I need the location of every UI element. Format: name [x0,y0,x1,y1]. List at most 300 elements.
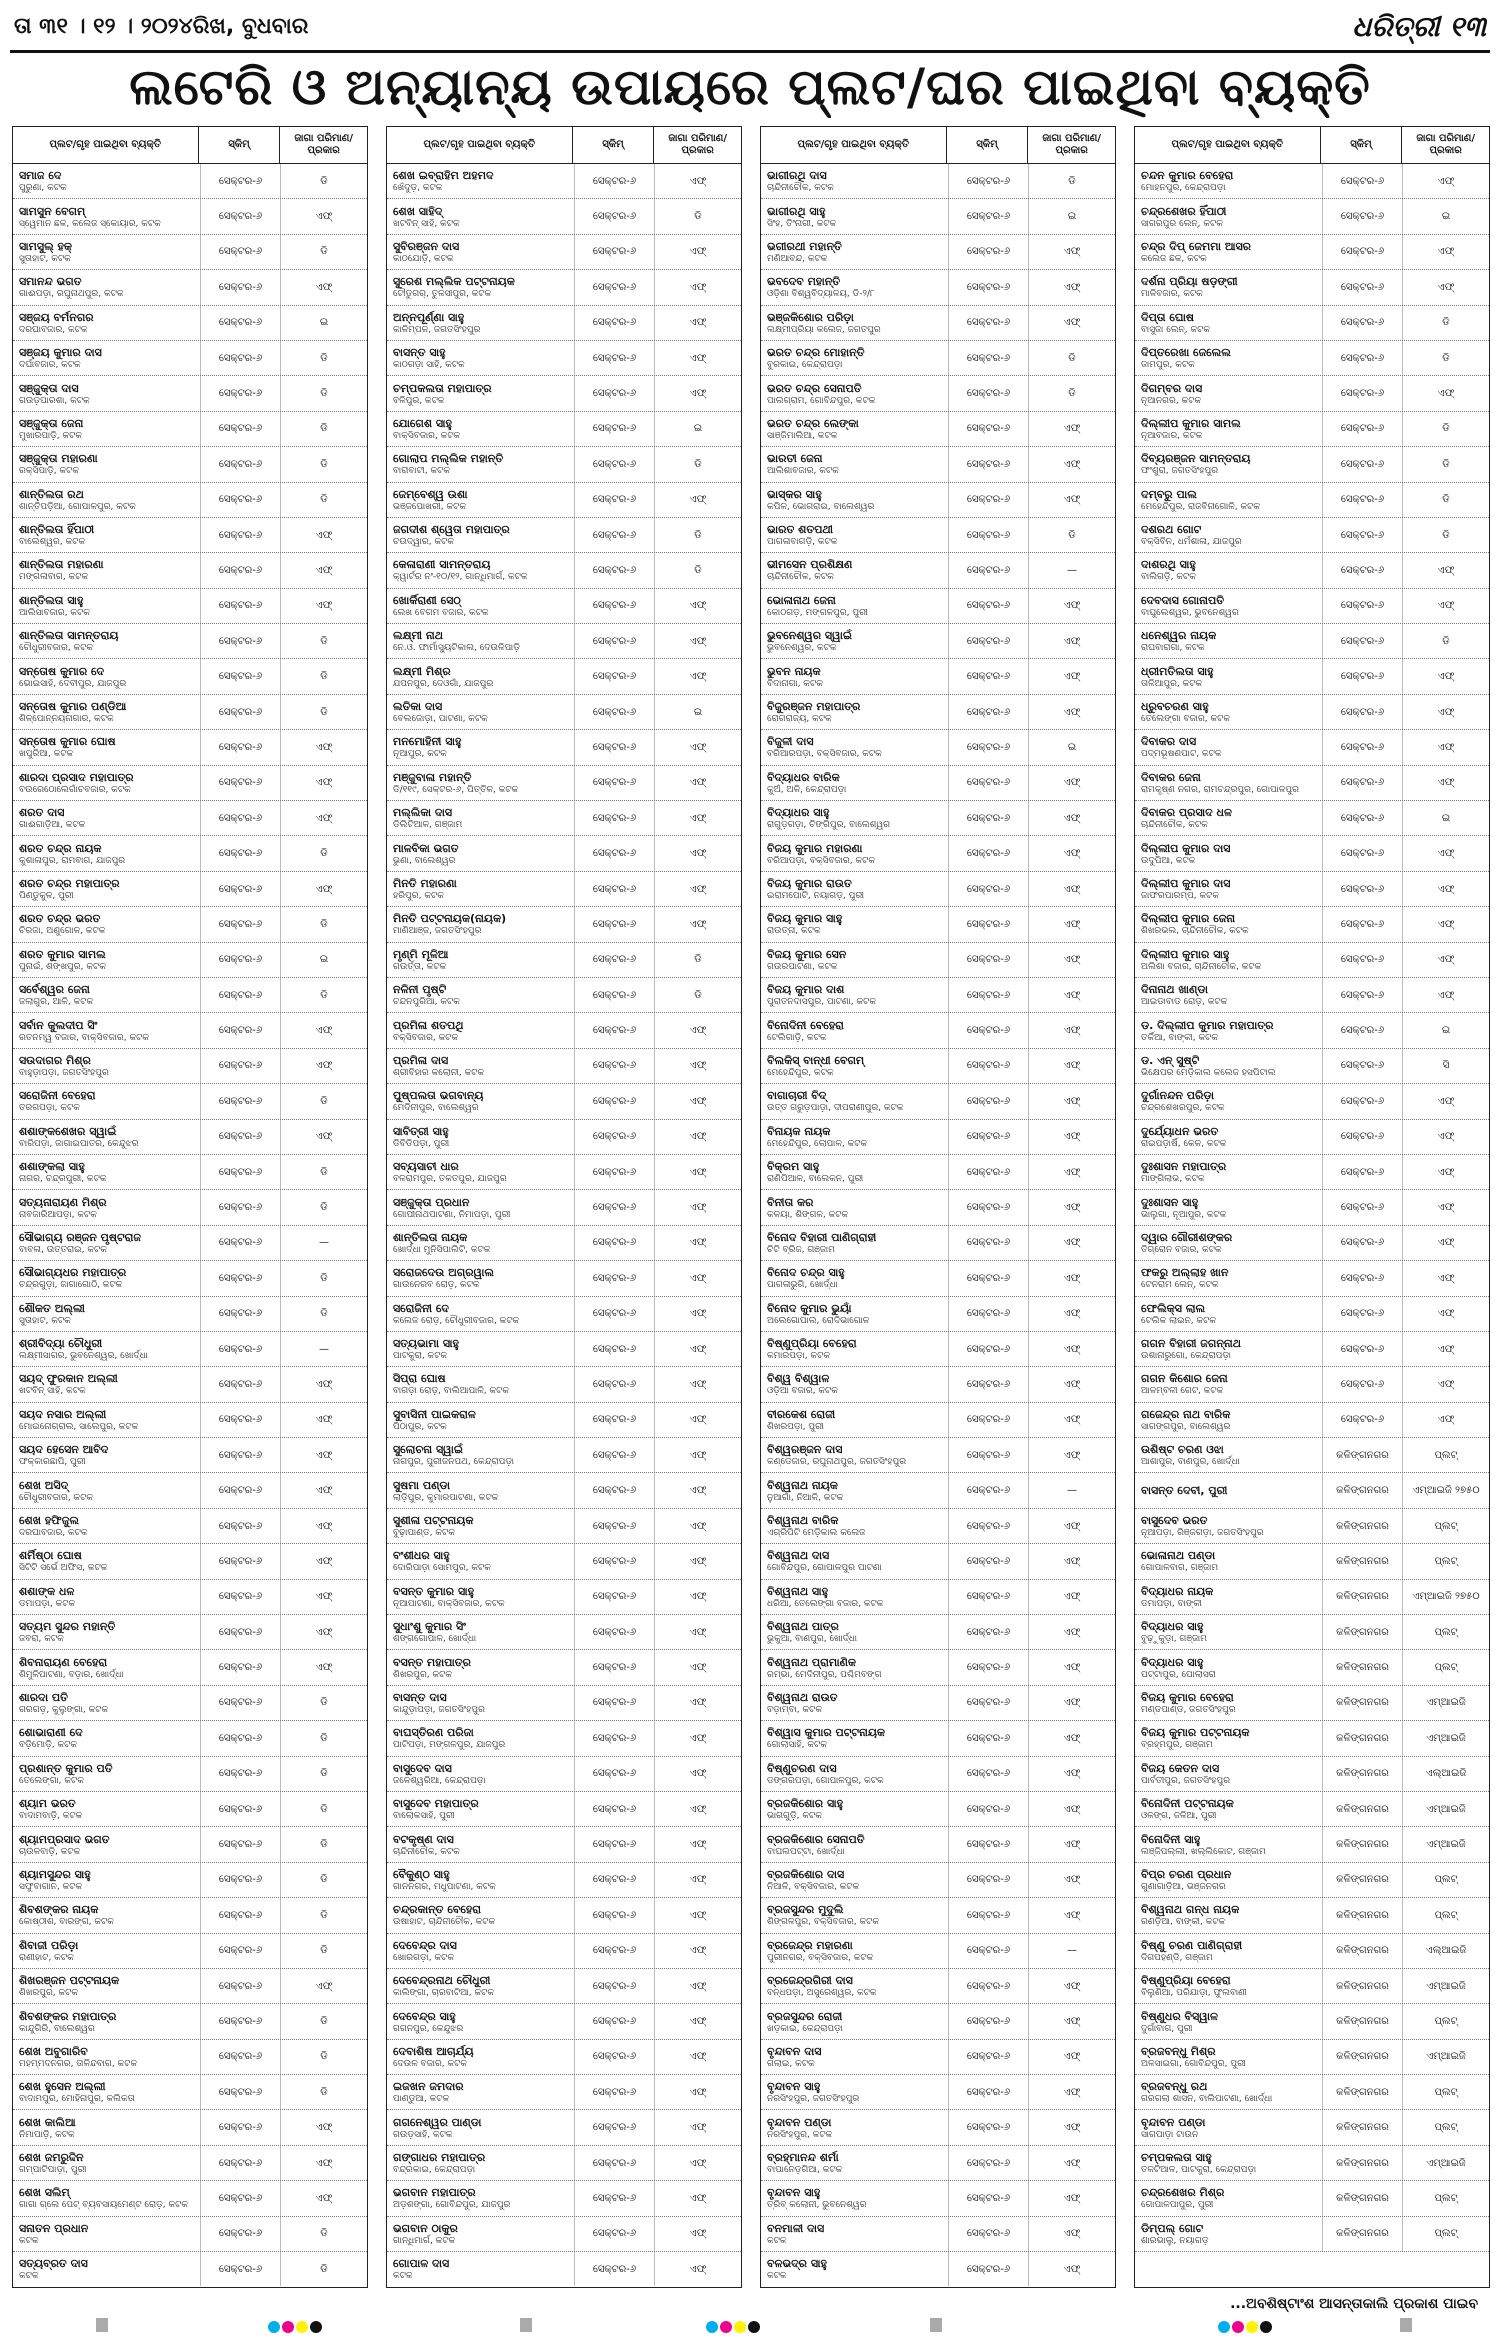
allottee-name: ସଞ୍ଜୁକ୍ତା ଦାସ [19,381,79,395]
table-row [1135,1367,1489,1402]
allottee-name: ସନ୍ତୋଷ କୁମାର ପଣ୍ଡିଆ [19,700,127,714]
allottee-cell [13,2110,201,2144]
allottee-address: ବନ୍ଧପଡ଼ା, ଅସୁରେଶ୍ୱର, କଟକ [767,1988,877,1999]
allottee-cell [13,1650,201,1684]
table-row [761,1615,1115,1650]
area-type-cell: ଏଫ୍ [1437,175,1455,187]
allottee-address: ଡି/୧୧୯, ସେକ୍ଟର-୬, ପିତ୍ତିଳ, କଟକ [393,784,519,795]
allottee-address: ବଳିପୁର, କଟକ [393,395,445,406]
allottee-name: ଦାଶରଥି ସାହୁ [1141,558,1196,572]
allottee-name: ମିନତି ପଟ୍ଟନାୟକ(ନାୟକ) [393,912,507,926]
allottee-cell [1135,270,1323,304]
scheme-cell: ସେକ୍ଟର-୬ [575,447,655,481]
table-row [13,376,367,411]
allottee-name: ସର୍ବାନ କୁଲଦୀପ ସିଂ [19,1018,98,1032]
allottee-address: ବାଘୁଲେଶ୍ୱର, ଭୁବନେଶ୍ୱର [1141,607,1239,618]
allottee-cell [761,1226,949,1260]
allottee-name: ସତ୍ୟଭାମା ସାହୁ [393,1337,459,1351]
allottee-cell [387,1686,575,1720]
area-type-cell: ଏଫ୍ [315,600,333,612]
allottee-cell [13,1190,201,1224]
allottee-cell [13,1863,201,1897]
allottee-address: ନିମାପାଡ଼ି, କଟକ [19,2129,75,2140]
table-row [761,978,1115,1013]
allottee-address: ହରିପୁର, କଟକ [393,891,444,901]
allottee-address: କଟକ [767,2271,787,2282]
table-row [13,1297,367,1332]
allottee-address: ବାରିପଡ଼ା, ଜାଗାଇପାତର, କେନ୍ଦୁଝର [19,1138,139,1149]
table-row [13,1544,367,1579]
allottee-name: ଶୋଭାରାଣୀ ଦେ [19,1726,83,1740]
allottee-name: ଉଶିଷ୍ଟ ଚରଣ ଓଝା [1141,1443,1224,1457]
scheme-cell: ସେକ୍ଟର-୬ [575,1120,655,1154]
area-type-cell: ଏଫ୍ [689,2051,707,2063]
allottee-cell [13,1403,201,1437]
table-row [761,1686,1115,1721]
allottee-cell [761,483,949,517]
area-type-cell: ଏଫ୍ [1063,2192,1081,2204]
area-type-cell: ଏଫ୍ [1437,1166,1455,1178]
area-type-cell: ଏଫ୍ [315,1980,333,1992]
allottee-address: ବାହୁଡ଼ାପଡ଼ା, ଜଗତସିଂହପୁର [19,1067,109,1078]
allottee-address: ବାସୁଜା ଲେନ୍, କଟକ [1141,324,1210,335]
area-type-cell: ଏଫ୍ [315,1485,333,1497]
scheme-cell: ସେକ୍ଟର-୬ [201,199,281,233]
area-type-cell: ଏଫ୍ [1063,317,1081,329]
scheme-cell: ସେକ୍ଟର-୬ [201,1827,281,1861]
scheme-cell: କଳିଙ୍ଗନଗର [1323,1757,1403,1791]
area-type-cell: ଏଫ୍ [315,1025,333,1037]
allottee-address: ଦିଗପହଣ୍ଡି, ଗଞ୍ଜାମ [1141,1952,1213,1963]
area-type-cell: ଏମ୍‌ଆଇଜି ୨୭୫୦ [1412,1591,1480,1603]
allottee-address: ଜାଫରପାରମ୍ପ, କଟକ [1141,891,1220,901]
allottee-address: ନେ.ଓ. ଫାର୍ମାସ୍ୟୁଟିକାଲ, ଦେଉଳିପାଡ଼ି [393,643,520,654]
allottee-address: ନିଆଳି, ବକ୍ସିବଜାର, କଟକ [767,1881,860,1892]
allottee-address: ବଡ଼ାମ୍ବା, କଟକ [767,1704,823,1715]
area-type-cell: ପ୍ଲଟ୍ [1434,1449,1458,1461]
allottee-name: ଶ୍ୟାମପ୍ରସାଦ ଭଗତ [19,1832,110,1846]
allottee-address: ମଣିଆବନ୍ଦ, କଟକ [767,253,828,264]
allottee-address: ଡିବିଡିପଡ଼ା, ପୁରୀ [393,1138,450,1149]
table-row [387,1509,741,1544]
scheme-cell: ସେକ୍ଟର-୬ [575,943,655,977]
scheme-cell: ସେକ୍ଟର-୬ [949,1969,1029,2003]
allottee-name: ଗୋଲାପ ମଲ୍ଲିକ ମହାନ୍ତି [393,452,504,466]
table-row [761,1155,1115,1190]
allottee-name: ବିନାୟକ ନାୟକ [767,1124,831,1138]
area-type-cell: ଏଫ୍ [1437,989,1455,1001]
scheme-cell: ସେକ୍ଟର-୬ [949,730,1029,764]
allottee-name: ବିଜୟ କୁମାର ପଟ୍ଟନାୟକ [1141,1726,1250,1740]
header-scheme: ସ୍କିମ୍ [1321,127,1403,163]
table-row [387,2004,741,2039]
scheme-cell: ସେକ୍ଟର-୬ [949,2004,1029,2038]
scheme-cell: ସେକ୍ଟର-୬ [575,2004,655,2038]
table-row [13,2040,367,2075]
scheme-cell: କଳିଙ୍ଗନଗର [1323,1721,1403,1755]
allottee-address: କୋଷ୍ଠୀଶ, ବାରଙ୍ଗ, କଟକ [19,1917,114,1928]
area-type-cell: ଇ [319,317,329,329]
scheme-cell: ସେକ୍ଟର-୬ [949,1120,1029,1154]
area-type-cell: ପ୍ଲଟ୍ [1434,2122,1458,2134]
allottee-cell [1135,2181,1323,2215]
allottee-cell [13,1084,201,1118]
allottee-address: ମଣ୍ଡପାଣ୍ଡ, ଜଗତସିଂହପୁର [1141,1704,1236,1715]
allottee-cell [387,1297,575,1331]
allottee-address: ନୂଆପଡ଼ା, ରିଞ୍ଜଗଡ଼ା, ଜଗତସିଂହପୁର [1141,1528,1264,1539]
allottee-cell [1135,1792,1323,1826]
table-row [13,872,367,907]
area-type-cell: ଡି [320,2086,328,2098]
area-type-cell: ପ୍ଲଟ୍ [1434,1626,1458,1638]
scheme-cell: ସେକ୍ଟର-୬ [949,2146,1029,2180]
allottee-cell [761,1650,949,1684]
allottee-name: ସତ୍ୟନାରାୟଣ ମିଶ୍ର [19,1195,107,1209]
allottee-cell [761,730,949,764]
table-row [13,199,367,234]
area-type-cell: ଏଫ୍ [315,2157,333,2169]
allottee-name: କେଳାରାଣୀ ସାମନ୍ତରାୟ [393,558,491,572]
allottee-address: କାଠଯୋଡ଼ି, କଟକ [393,253,454,264]
table-row [13,270,367,305]
allottee-address: ପଟ୍ଟାପୁର, ପୋଲାସରା [1141,1669,1216,1680]
allottee-address: ତିଗ୍ରୋନ ବଜାର, କଟକ [1141,1244,1222,1255]
table-row [387,1084,741,1119]
allottee-address: ଭାଲୁଗା, ନୂଆପୁର, କଟକ [1141,1209,1227,1220]
allottee-address: ଜାମପୁର, କଟକ [1141,360,1195,371]
scheme-cell: ସେକ୍ଟର-୬ [1323,907,1403,941]
allottee-address: ତାଳିଆପୁର, କଟକ [1141,678,1203,689]
area-type-cell: ଏଫ୍ [1437,848,1455,860]
table-row [387,412,741,447]
scheme-cell: ସେକ୍ଟର-୬ [201,907,281,941]
allottee-address: ରାଉତ୍ନା, କଟକ [767,926,821,937]
table-row [387,1969,741,2004]
table-row [13,1757,367,1792]
table-row [387,1580,741,1615]
area-type-cell: ଇ [1441,211,1451,223]
allottee-cell [761,1544,949,1578]
scheme-cell: ସେକ୍ଟର-୬ [201,1934,281,1968]
allottee-address: ଗୋପାଳବାଗ, ଗଞ୍ଜାମ [1141,1563,1219,1574]
allottee-address: ଗଉଡ଼ପାରଶା, କଟକ [19,395,90,406]
allottee-cell [761,1084,949,1118]
allottee-name: ଦିନାନାଥ ଖାଣ୍ଡା [1141,983,1209,997]
area-type-cell: ଏଫ୍ [689,1485,707,1497]
allottee-address: ପାଣ୍ଡୁଆ, କଟକ [393,2094,450,2105]
area-type-cell: ଡି [694,954,702,966]
allottee-cell [761,270,949,304]
allottee-cell [387,1792,575,1826]
allottee-cell [13,695,201,729]
allottee-name: ମନମୋହିନୀ ସାହୁ [393,735,462,749]
scheme-cell: ସେକ୍ଟର-୬ [575,1827,655,1861]
area-type-cell: ଏଫ୍ [315,1555,333,1567]
area-type-cell: ଏଫ୍ [1063,423,1081,435]
table-row [387,553,741,588]
scheme-cell: ସେକ୍ଟର-୬ [949,1792,1029,1826]
allottee-cell [13,801,201,835]
allottee-cell [761,306,949,340]
table-row [387,1013,741,1048]
area-type-cell: ଡି [320,423,328,435]
allottee-cell [13,730,201,764]
area-type-cell: — [1067,1485,1077,1497]
table-row [387,2075,741,2110]
area-type-cell: ଏଫ୍ [1063,1909,1081,1921]
allottee-address: ଗାଗା ଗ୍ଲେ ପେଟ୍ ବ୍ୟବସାୟମେଣ୍ଟ ରୋଡ଼, କଟକ [19,2200,189,2211]
allottee-cell [13,1049,201,1083]
table-row [761,235,1115,270]
area-type-cell: ଏଫ୍ [689,1202,707,1214]
scheme-cell: ସେକ୍ଟର-୬ [575,2146,655,2180]
scheme-cell: ସେକ୍ଟର-୬ [949,1473,1029,1507]
allottee-cell [761,766,949,800]
allottee-name: ବିଶ୍ୱ ବିଶ୍ୱାଳ [767,1372,830,1386]
allottee-name: ଦିଲ୍ଲୀପ କୁମାର ଦାସ [1141,877,1231,890]
allottee-name: ଭୁବନେଶ୍ୱର ସ୍ୱାଇଁ [767,629,853,643]
allottee-name: ମଲ୍ଲିକା ଦାସ [393,806,453,820]
area-type-cell: ଏଫ୍ [1063,848,1081,860]
table-row [13,1827,367,1862]
scheme-cell: ସେକ୍ଟର-୬ [1323,270,1403,304]
allottee-cell [1135,1898,1323,1932]
scheme-cell: ସେକ୍ଟର-୬ [1323,553,1403,587]
table-row [761,2146,1115,2181]
allottee-name: ସଞ୍ଜୟ ବର୍ମନଗର [19,310,94,324]
allottee-address: ଖଡ଼କାଇ, କେନ୍ଦ୍ରାପଡ଼ା [767,2023,843,2034]
allottee-name: ବିଶ୍ୱନାଥ ପାତ୍ର [767,1620,839,1634]
allottee-address: ବୁରକାଇ, କେନ୍ଦ୍ରାପଡ଼ା [767,360,843,371]
allottee-cell [1135,1934,1323,1968]
allottee-name: ବିଜୟ କେତନ ଦାସ [1141,1761,1220,1775]
table-row [761,2004,1115,2039]
allottee-cell [761,836,949,870]
area-type-cell: ଏଫ୍ [1063,246,1081,258]
area-type-cell: ଏଫ୍ [1063,1343,1081,1355]
scheme-cell: ସେକ୍ଟର-୬ [575,306,655,340]
allottee-address: କଳୟା, ଶିଙ୍ଗଳ, କଟକ [767,1209,849,1220]
allottee-cell [13,1792,201,1826]
area-type-cell: ଡି [320,989,328,1001]
allottee-name: ଶେଖ ଜମରୁଦ୍ଦିନ [19,2151,84,2165]
allottee-address: ମାଳିବଜାର, କଟକ [1141,289,1203,300]
allottee-name: ଖୋର୍କିରାଣୀ ସେଠ୍ [393,593,461,607]
scheme-cell: ସେକ୍ଟର-୬ [949,766,1029,800]
allottee-cell [761,2110,949,2144]
allottee-address: ଦରଘାବଜାର, କଟକ [19,324,88,335]
scheme-cell: ସେକ୍ଟର-୬ [949,1084,1029,1118]
allottee-name: ଶରତ କୁମାର ସାମଲ [19,947,106,961]
table-row [387,730,741,765]
area-type-cell: ଏଫ୍ [1063,1662,1081,1674]
allottee-name: ଶାନ୍ତିଲତା ମହାରଣା [19,558,104,572]
allottee-name: ବିଜୟ କୁମାର ସାହୁ [767,912,843,926]
allottee-address: ଚାନ୍ଦିନୀଚୌକ, କଟକ [767,183,834,194]
allottee-name: ଶିବଶଙ୍କର ନାୟକ [19,1903,99,1917]
allottee-cell [13,412,201,446]
table-row [761,1261,1115,1296]
scheme-cell: ସେକ୍ଟର-୬ [201,1686,281,1720]
area-type-cell: ଡି [1442,458,1450,470]
area-type-cell: ଏଫ୍ [1063,635,1081,647]
table-row [13,1863,367,1898]
area-type-cell: ଡି [320,1874,328,1886]
allottee-address: ଦେଉଳ ବଜାର, କଟକ [393,2058,468,2069]
allottee-address: ରୋଗରାଜ୍ୟ, କଟକ [767,714,832,725]
area-type-cell: ପ୍ଲଟ୍ [1434,2086,1458,2098]
allottee-cell [761,553,949,587]
table-row [13,659,367,694]
allottee-address: କଲେଜ ରୋଡ଼, ଚୌଧୁରୀବଜାର, କଟକ [393,1315,520,1326]
allottee-address: ମାଙ୍ଗିଲାଭ, କଟକ [1141,1174,1205,1185]
allottee-cell [13,376,201,410]
allottee-address: ବକ୍ସିବଜାର, କଟକ [393,1032,459,1043]
area-type-cell: ଡି [1068,175,1076,187]
allottee-cell [761,235,949,269]
listing-columns [12,126,1488,2286]
allottee-name: ସୁରେଶ ମଲ୍ଲିକ ପଟ୍ଟନାୟକ [393,275,515,289]
area-type-cell: ଏଫ୍ [1063,1025,1081,1037]
area-type-cell: ଏଫ୍ [1063,1732,1081,1744]
table-row [13,1049,367,1084]
table-row [1135,2004,1489,2039]
allottee-cell [13,1473,201,1507]
table-row [761,1332,1115,1367]
scheme-cell: ସେକ୍ଟର-୬ [575,235,655,269]
allottee-cell [13,341,201,375]
allottee-cell [387,2181,575,2215]
table-row [13,801,367,836]
allottee-name: ଶରତ ଦାସ [19,806,65,820]
scheme-cell: ସେକ୍ଟର-୬ [201,1332,281,1366]
allottee-address: ମେହେନ୍ଦିପୁର, ଲୋପାଳ, କଟକ [767,1138,868,1149]
allottee-cell [387,1226,575,1260]
allottee-name: ଶିଖରଞ୍ଜନ ପଟ୍ଟନାୟକ [19,1974,120,1988]
allottee-cell [1135,801,1323,835]
area-type-cell: ଏଫ୍ [689,918,707,930]
allottee-address: ପାଲଗ୍ରାମ, ଗୋବିନ୍ଦପୁର, କଟକ [767,395,876,406]
allottee-address: ରତନମ୍ୱ ବଜାର, ବାକ୍ସିବଜାର, କଟକ [19,1032,149,1043]
scheme-cell: ସେକ୍ଟର-୬ [201,1013,281,1047]
allottee-cell [1135,836,1323,870]
allottee-address: ଖେଁଦୁଡ଼, କଟକ [393,183,443,194]
table-row [761,1544,1115,1579]
table-row [761,1013,1115,1048]
allottee-cell [387,1650,575,1684]
allottee-name: ସଞ୍ଜୁକ୍ତା ମହାରଣା [19,452,98,466]
area-type-cell: ଡି [694,529,702,541]
area-type-cell: ଏଫ୍ [1437,1343,1455,1355]
allottee-address: ଉଦୁପିଆ, କଟକ [1141,855,1196,866]
allottee-address: ବିଦାନାଗା, କଟକ [767,678,823,689]
allottee-address: ଖପୁରିଆ, କଟକ [19,749,74,760]
table-row [13,730,367,765]
scheme-cell: ସେକ୍ଟର-୬ [575,483,655,517]
allottee-address: ଲକ୍ଷ୍ମୀସାଗର, ଭୁବନେଶ୍ୱର, ଖୋର୍ଦ୍ଧା [19,1351,148,1362]
allottee-name: ଶ୍ୟାମ ଭରତ [19,1797,76,1811]
area-type-cell: ଏମ୍‌ଆଇଜି [1426,1980,1466,1992]
allottee-name: ବାଗାଚାରୀ ବିଦ୍ [767,1089,827,1103]
scheme-cell: ସେକ୍ଟର-୬ [201,1155,281,1189]
area-type-cell: ଏଫ୍ [689,671,707,683]
area-type-cell: ଏଫ୍ [315,883,333,895]
allottee-name: ଦିବାକର ଜେନା [1141,770,1201,784]
table-row [13,1155,367,1190]
allottee-cell [13,1120,201,1154]
allottee-cell [387,341,575,375]
area-type-cell: ଡି [320,1308,328,1320]
allottee-name: ବିନୋଦିନୀ ପଟ୍ଟନାୟକ [1141,1797,1234,1811]
allottee-cell [1135,943,1323,977]
scheme-cell: ସେକ୍ଟର-୬ [575,2252,655,2286]
allottee-address: ତ୍ରିବ୍ କଲୋନୀ, ଭୁବନେଶ୍ୱର [767,2200,867,2211]
table-row [1135,164,1489,199]
area-type-cell: ଏଫ୍ [689,494,707,506]
allottee-address: ଭାଗଗୁଡ଼ି, କଟକ [767,1811,822,1822]
area-type-cell: ଏଫ୍ [315,1591,333,1603]
scheme-cell: ସେକ୍ଟର-୬ [949,624,1029,658]
table-row [761,589,1115,624]
allottee-cell [387,553,575,587]
allottee-address: ଗଉରପାଟଣା, କଟକ [767,961,838,972]
allottee-address: ରାଣୀହାଟ, କଟକ [19,1952,74,1963]
table-row [761,659,1115,694]
allottee-name: ଲକ୍ଷ୍ମୀ ନାଥ [393,629,443,643]
allottee-address: ବାଘଲପଟ୍ଟା, ଖୋର୍ଦ୍ଧା [767,1846,845,1857]
allottee-name: ବିଦ୍ୟାଧର ସାହୁ [767,806,830,820]
allottee-name: ସତ୍ୟମ ସୁନ୍ଦର ମହାନ୍ତି [19,1620,116,1634]
allottee-name: ବିଶ୍ୱନାଥ ପ୍ରାମାଣିକ [767,1655,857,1669]
area-type-cell: ଏଫ୍ [689,1272,707,1284]
allottee-name: ବାସନ୍ତ ଦାସ [393,1690,447,1704]
allottee-address: ଜବରା, କଟକ [19,1634,64,1645]
table-row [387,1367,741,1402]
table-row [13,695,367,730]
header-name: ପ୍ଲଟ/ଗୃହ ପାଇଥିବା ବ୍ୟକ୍ତି [1135,127,1321,163]
allottee-cell [13,164,201,198]
allottee-cell [13,1332,201,1366]
allottee-cell [1135,907,1323,941]
area-type-cell: ଡି [1068,352,1076,364]
table-row [13,943,367,978]
allottee-name: ବାସନ୍ତ ଦେବୀ, ପୁରୀ [1141,1483,1228,1497]
allottee-address: ରାଘବାରାଗା, କଟକ [1141,643,1205,654]
area-type-cell: ଏଫ୍ [1063,1591,1081,1603]
allottee-cell [13,553,201,587]
allottee-address: ଟୌଡୁଗର୍, ତୁଳସୀପୁର, କଟକ [393,289,492,300]
scheme-cell: ସେକ୍ଟର-୬ [201,1297,281,1331]
allottee-address: ପିଣ୍ଡୁକୁଳ, ପୁରୀ [19,891,74,901]
scheme-cell: ସେକ୍ଟର-୬ [575,2217,655,2251]
allottee-cell [387,1898,575,1932]
allottee-cell [761,412,949,446]
masthead-bar [10,8,1490,53]
allottee-address: ଶିଖରପଡ଼ା, ପୁରୀ [767,1421,824,1432]
allottee-address: ତେଲେଙ୍ଗା, କଟକ [19,1775,84,1786]
allottee-cell [761,518,949,552]
area-type-cell: ଡି [320,2228,328,2240]
scheme-cell: ସେକ୍ଟର-୬ [201,695,281,729]
allottee-address: ଭୋଇସାହି, ଦେବୀପୁର, ଯାଜପୁର [19,678,127,689]
table-body [387,164,741,2286]
area-type-cell: ଏଫ୍ [689,1237,707,1249]
table-row [13,1509,367,1544]
allottee-cell [1135,659,1323,693]
scheme-cell: ସେକ୍ଟର-୬ [575,1190,655,1224]
area-type-cell: ଏଫ୍ [689,777,707,789]
scheme-cell: ସେକ୍ଟର-୬ [575,1473,655,1507]
